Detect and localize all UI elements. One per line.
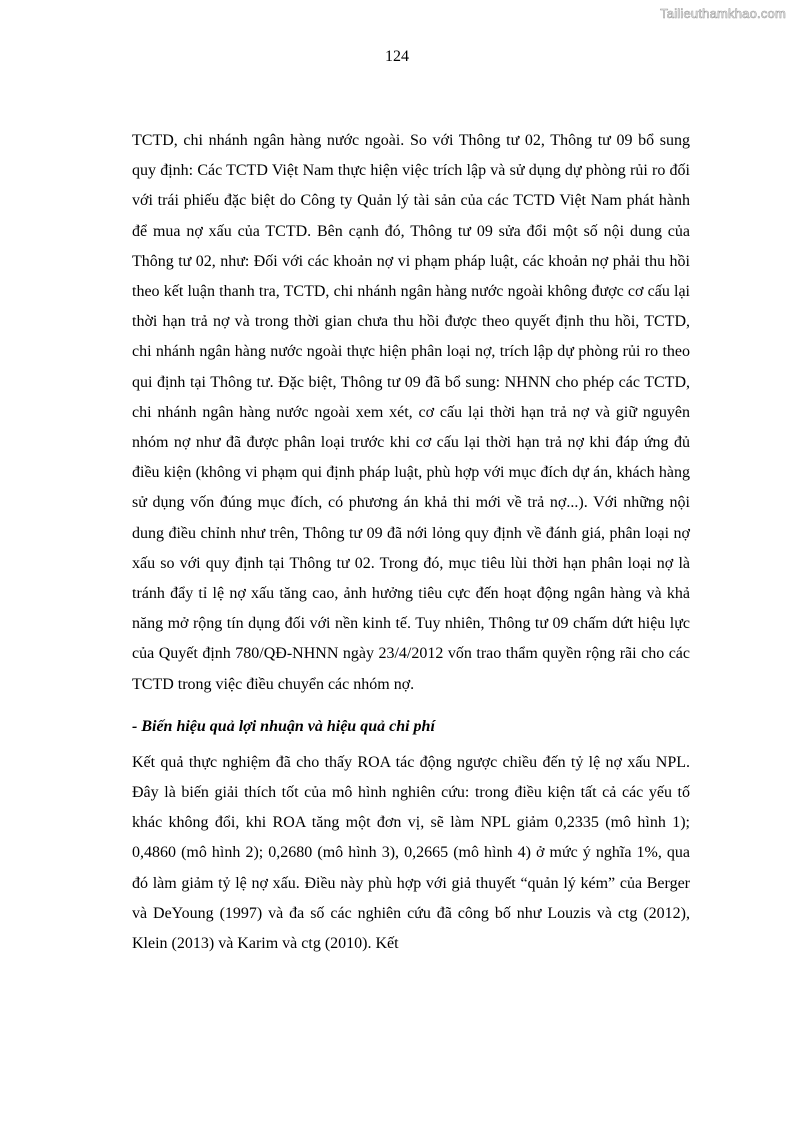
section-heading: - Biến hiệu quả lợi nhuận và hiệu quả chi phí xyxy=(132,717,435,735)
paragraph-regulation-changes: TCTD, chi nhánh ngân hàng nước ngoài. So với Thông tư 02, Thông tư 09 bổ sung quy định: Các TCTD Việt Nam thực hiện việc trích lập và sử dụng dự phòng rủi ro đối với trái phiếu đặc biệt do Công ty Quản lý tài sản của các TCTD Việt Nam phát hành để mua nợ xấu của TCTD. Bên cạnh đó, Thông tư 09 sửa đổi một số nội dung của Thông tư 02, như: Đối với các khoản nợ vi phạm pháp luật, các khoản nợ phải thu hồi theo kết luận thanh tra, TCTD, chi nhánh ngân hàng nước ngoài không được cơ cấu lại thời hạn trả nợ và trong thời gian chưa thu hồi được theo quyết định thu hồi, TCTD, chi nhánh ngân hàng nước ngoài thực hiện phân loại nợ, trích lập dự phòng rủi ro theo qui định tại Thông tư. Đặc biệt, Thông tư 09 đã bổ sung: NHNN cho phép các TCTD, chi nhánh ngân hàng nước ngoài xem xét, cơ cấu lại thời hạn trả nợ và giữ nguyên nhóm nợ như đã được phân loại trước khi cơ cấu lại thời hạn trả nợ khi đáp ứng đủ điều kiện (không vi phạm qui định pháp luật, phù hợp với mục đích dự án, khách hàng sử dụng vốn đúng mục đích, có phương án khả thi mới về trả nợ...). Với những nội dung điều chỉnh như trên, Thông tư 09 đã nới lỏng quy định về đánh giá, phân loại nợ xấu so với quy định tại Thông tư 02. Trong đó, mục tiêu lùi thời hạn phân loại nợ là tránh đẩy tỉ lệ nợ xấu tăng cao, ảnh hưởng tiêu cực đến hoạt động ngân hàng và khả năng mở rộng tín dụng đối với nền kinh tế. Tuy nhiên, Thông tư 09 chấm dứt hiệu lực của Quyết định 780/QĐ-NHNN ngày 23/4/2012 vốn trao thẩm quyền rộng rãi cho các TCTD trong việc điều chuyển các nhóm nợ. xyxy=(132,132,690,693)
watermark: Tailieuthamkhao.com xyxy=(660,6,786,21)
document-body xyxy=(132,126,690,959)
page-number: 124 xyxy=(385,48,409,65)
paragraph-roa-results: Kết quả thực nghiệm đã cho thấy ROA tác động ngược chiều đến tỷ lệ nợ xấu NPL. Đây là biến giải thích tốt của mô hình nghiên cứu: trong điều kiện tất cả các yếu tố khác không đổi, khi ROA tăng một đơn vị, sẽ làm NPL giảm 0,2335 (mô hình 1); 0,4860 (mô hình 2); 0,2680 (mô hình 3), 0,2665 (mô hình 4) ở mức ý nghĩa 1%, qua đó làm giảm tỷ lệ nợ xấu. Điều này phù hợp với giả thuyết “quản lý kém” của Berger và DeYoung (1997) và đa số các nghiên cứu đã công bố như Louzis và ctg (2012), Klein (2013) và Karim và ctg (2010). Kết xyxy=(132,753,690,953)
